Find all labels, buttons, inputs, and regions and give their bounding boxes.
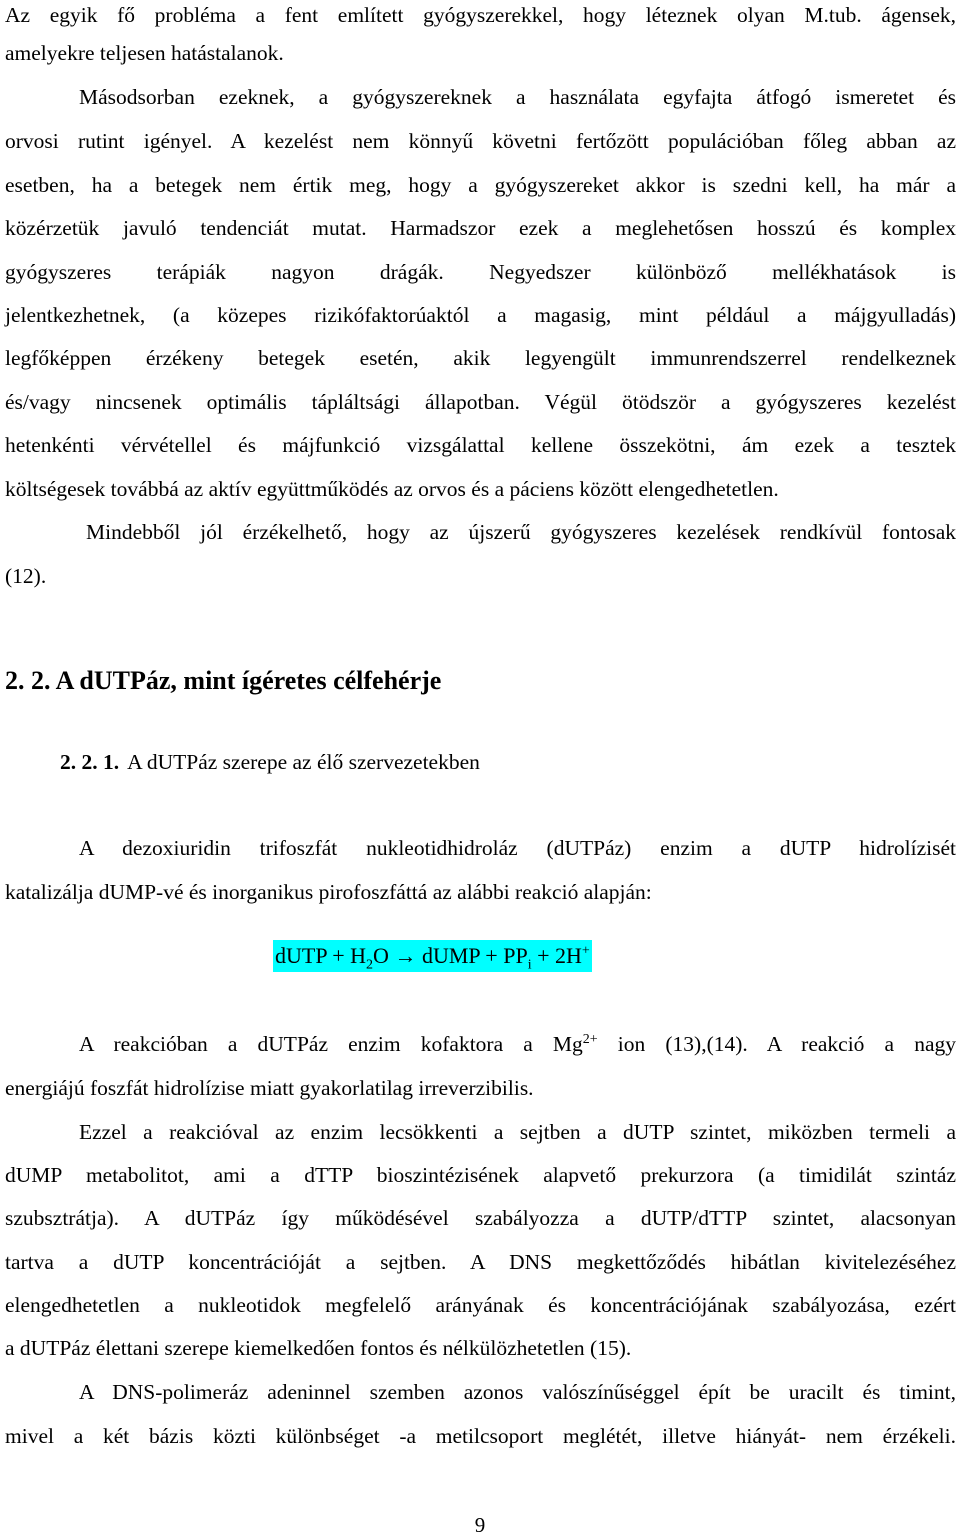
paragraph-line: közérzetük javuló tendenciát mutat. Harmadszor ezek a meglehetősen hosszú és komplex [5, 216, 956, 240]
reaction-arrow-icon: → [394, 943, 417, 968]
paragraph-line: amelyekre teljesen hatástalanok. [5, 41, 284, 65]
paragraph-line: A dezoxiuridin trifoszfát nukleotidhidroláz (dUTPáz) enzim a dUTP hidrolízisét [79, 836, 956, 860]
paragraph-line: (12). [5, 564, 47, 588]
paragraph-line: Másodsorban ezeknek, a gyógyszereknek a használata egyfajta átfogó ismeretet és [79, 85, 956, 109]
subsection-heading [60, 747, 480, 777]
equation-reactant: dUTP + H [275, 943, 367, 968]
paragraph-line: esetben, ha a betegek nem értik meg, hogy a gyógyszereket akkor is szedni kell, ha már a [5, 173, 956, 197]
paragraph-line: tartva a dUTP koncentrációját a sejtben. A DNS megkettőződés hibátlan kivitelezéséhez [5, 1250, 956, 1274]
page-number: 9 [474, 1513, 486, 1537]
section-title: 2. 2. A dUTPáz, mint ígéretes célfehérje [5, 666, 442, 695]
paragraph-line: költségesek továbbá az aktív együttműködés az orvos és a páciens között elengedhetetlen. [5, 477, 779, 501]
paragraph-line: legfőképpen érzékeny betegek esetén, akik legyengült immunrendszerrel rendelkeznek [5, 346, 956, 370]
paragraph-line: katalizálja dUMP-vé és inorganikus pirofoszfáttá az alábbi reakció alapján: [5, 880, 652, 904]
paragraph-line: Ezzel a reakcióval az enzim lecsökkenti a sejtben a dUTP szintet, miközben termeli a [79, 1120, 956, 1144]
paragraph-line: dUMP metabolitot, ami a dTTP bioszintézisének alapvető prekurzora (a timidilát szintáz [5, 1163, 956, 1187]
paragraph-line: gyógyszeres terápiák nagyon drágák. Negyedszer különböző mellékhatások is [5, 260, 956, 284]
paragraph-line: hetenkénti vérvétellel és májfunkció vizsgálattal kellene összekötni, ám ezek a tesztek [5, 433, 956, 457]
paragraph-line: mivel a két bázis közti különbséget -a metilcsoport meglétét, illetve hiányát- nem érzékeli. [5, 1424, 956, 1448]
reaction-equation [273, 940, 592, 972]
paragraph-line: szubsztrátja). A dUTPáz így működésével szabályozza a dUTP/dTTP szintet, alacsonyan [5, 1206, 956, 1230]
paragraph-line: elengedhetetlen a nukleotidok megfelelő arányának és koncentrációjának szabályozása, ezért [5, 1293, 956, 1317]
paragraph-line: Az egyik fő probléma a fent említett gyógyszerekkel, hogy léteznek olyan M.tub. ágensek, [5, 3, 956, 27]
text-span: A reakcióban a dUTPáz enzim kofaktora a Mg [79, 1032, 583, 1056]
equation-product: + 2H [531, 943, 582, 968]
text-span: ion (13),(14). A reakció a nagy [597, 1032, 956, 1056]
superscript: 2+ [582, 1031, 598, 1047]
paragraph-line: Mindebből jól érzékelhető, hogy az újszerű gyógyszeres kezelések rendkívül fontosak [86, 520, 956, 544]
paragraph-line: jelentkezhetnek, (a közepes rizikófaktorúaktól a magasig, mint például a májgyulladás) [5, 303, 956, 327]
subsection-title: A dUTPáz szerepe az élő szervezetekben [127, 750, 480, 774]
equation-reactant: O [373, 943, 389, 968]
paragraph-line: A DNS-polimeráz adeninnel szemben azonos valószínűséggel épít be uracilt és timint, [79, 1380, 956, 1404]
equation-subscript: 2 [366, 957, 374, 973]
paragraph-line: és/vagy nincsenek optimális tápláltsági állapotban. Végül ötödször a gyógyszeres kezelést [5, 390, 956, 414]
equation-superscript: + [581, 943, 590, 959]
subsection-number: 2. 2. 1. [60, 750, 120, 774]
equation-product: dUMP + PP [421, 943, 528, 968]
equation-subscript: i [527, 957, 532, 973]
paragraph-line [79, 1029, 956, 1059]
paragraph-line: orvosi rutint igényel. A kezelést nem könnyű követni fertőzött populációban főleg abban az [5, 129, 956, 153]
paragraph-line: a dUTPáz élettani szerepe kiemelkedően fontos és nélkülözhetetlen (15). [5, 1336, 632, 1360]
paragraph-line: energiájú foszfát hidrolízise miatt gyakorlatilag irreverzibilis. [5, 1076, 534, 1100]
